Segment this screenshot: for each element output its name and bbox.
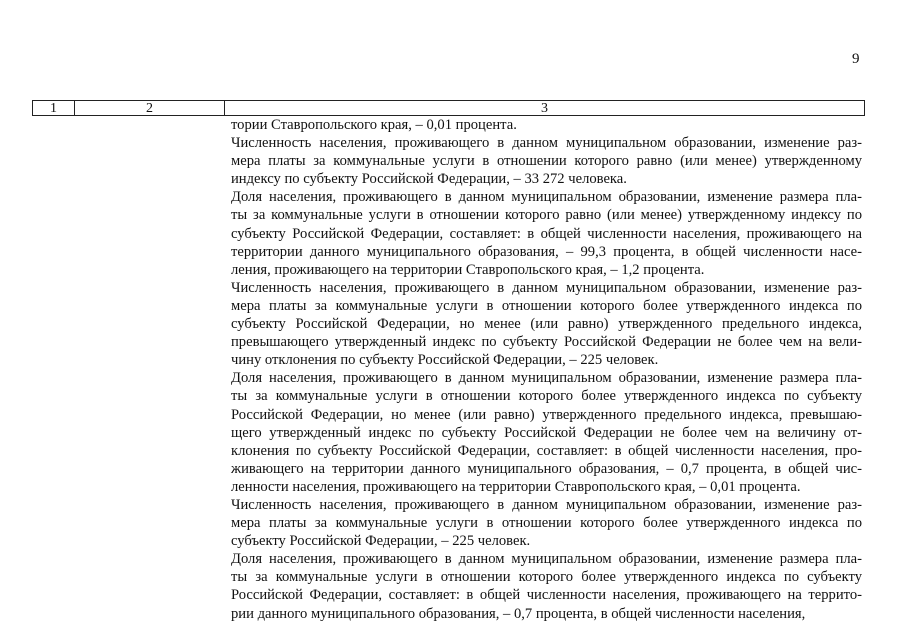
text-line: Доля населения, проживающего в данном муниципальном образовании, изменение размера пла- <box>231 551 862 568</box>
text-line: щего утвержденный индекс по субъекту Российской Федерации не более чем на величину от- <box>231 424 862 441</box>
paragraph <box>231 116 862 134</box>
column-header-row <box>33 101 865 116</box>
text-line: чину отклонения по субъекту Российской Федерации, – 225 человек. <box>231 352 659 369</box>
text-line: Доля населения, проживающего в данном муниципальном образовании, изменение размера пла- <box>231 189 862 206</box>
column-header-3: 3 <box>225 101 865 116</box>
text-line: ты за коммунальные услуги в отношении которого равно (или менее) утвержденному индексу по <box>231 207 862 224</box>
column-header-2: 2 <box>75 101 225 116</box>
text-line: территории данного муниципального образования, – 99,3 процента, в общей численности насе- <box>231 243 862 260</box>
text-line: ты за коммунальные услуги в отношении которого более утвержденного индекса по субъекту <box>231 569 862 586</box>
text-line: ленности населения, проживающего на территории Ставропольского края, – 0,01 процента. <box>231 478 801 495</box>
text-line: превышающего утвержденный индекс по субъекту Российской Федерации не более чем на вели- <box>231 334 862 351</box>
text-line: Численность населения, проживающего в данном муниципальном образовании, изменение раз- <box>231 135 862 152</box>
text-line: субъекту Российской Федерации, составляет: в общей численности населения, проживающего на <box>231 225 862 242</box>
text-line: рии данного муниципального образования, – 0,7 процента, в общей численности населения, <box>231 605 806 622</box>
text-line: Численность населения, проживающего в данном муниципальном образовании, изменение раз- <box>231 496 862 513</box>
column-header-1: 1 <box>33 101 75 116</box>
text-line: мера платы за коммунальные услуги в отношении которого более утвержденного индекса по <box>231 515 862 532</box>
paragraph <box>231 550 862 622</box>
text-line: Численность населения, проживающего в данном муниципальном образовании, изменение раз- <box>231 279 862 296</box>
paragraph <box>231 496 862 550</box>
document-body <box>231 116 862 623</box>
text-line: живающего на территории данного муниципального образования, – 0,7 процента, в общей чис- <box>231 460 862 477</box>
text-line: Доля населения, проживающего в данном муниципальном образовании, изменение размера пла- <box>231 370 862 387</box>
text-line: Российской Федерации, но менее (или равно) утвержденного предельного индекса, превышаю- <box>231 406 862 423</box>
column-header-table <box>32 100 865 116</box>
text-line: ты за коммунальные услуги в отношении которого более утвержденного индекса по субъекту <box>231 388 862 405</box>
page-number: 9 <box>852 51 860 67</box>
text-line: мера платы за коммунальные услуги в отношении которого равно (или менее) утвержденному <box>231 153 862 170</box>
text-line: субъекту Российской Федерации, – 225 человек. <box>231 533 531 550</box>
paragraph <box>231 188 862 278</box>
paragraph <box>231 134 862 188</box>
paragraph <box>231 279 862 369</box>
text-line: клонения по субъекту Российской Федерации, составляет: в общей численности населения, про- <box>231 442 862 459</box>
text-line: Российской Федерации, составляет: в общей численности населения, проживающего на террито- <box>231 587 862 604</box>
paragraph <box>231 369 862 496</box>
text-line: мера платы за коммунальные услуги в отношении которого более утвержденного индекса по <box>231 297 862 314</box>
text-line: индексу по субъекту Российской Федерации, – 33 272 человека. <box>231 171 627 188</box>
text-line: тории Ставропольского края, – 0,01 процента. <box>231 117 517 133</box>
text-line: ления, проживающего на территории Ставропольского края, – 1,2 процента. <box>231 261 705 278</box>
text-line: субъекту Российской Федерации, но менее (или равно) утвержденного предельного индекса, <box>231 316 862 333</box>
